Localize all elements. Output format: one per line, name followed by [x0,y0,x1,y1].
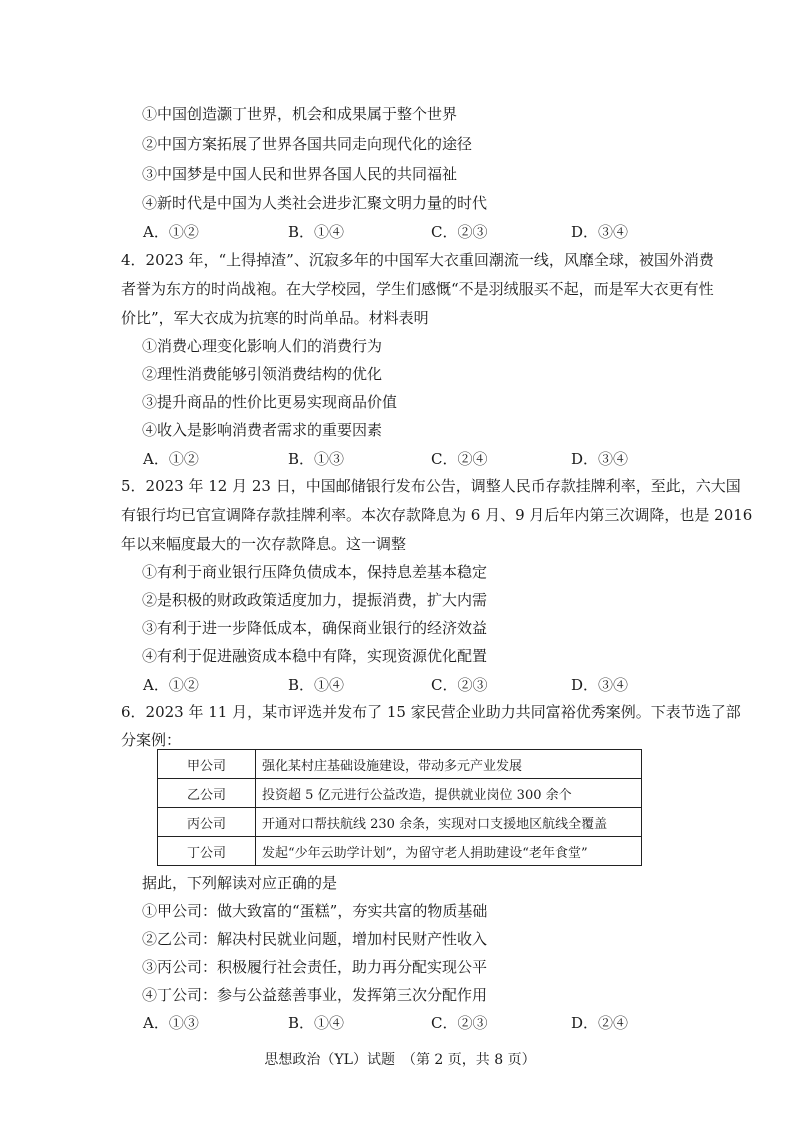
q6-stem-line-2: 分案例： [121,731,182,749]
q3-option-d: D．③④ [571,223,629,241]
q6-option-b: B．①④ [288,1014,345,1032]
q6-item-3: ③丙公司：积极履行社会责任，助力再分配实现公平 [142,958,488,976]
q4-stem-line-2: 者誉为东方的时尚战袍。在大学校园，学生们感慨“不是羽绒服买不起，而是军大衣更有性 [121,280,714,298]
table-cell-company: 乙公司 [158,779,256,808]
q3-item-2: ②中国方案拓展了世界各国共同走向现代化的途径 [142,135,473,153]
q3-item-1: ①中国创造灏丁世界，机会和成果属于整个世界 [142,105,458,123]
q5-option-b: B．①④ [288,676,345,694]
table-cell-description: 发起“少年云助学计划”，为留守老人捐助建设“老年食堂” [256,837,642,866]
table-row [158,837,642,866]
q3-option-b: B．①④ [288,223,345,241]
q5-stem-line-1: 5．2023 年 12 月 23 日，中国邮储银行发布公告，调整人民币存款挂牌利率，至此，六大国 [121,477,741,495]
q4-stem-line-1: 4．2023 年，“上得掉渣”、沉寂多年的中国军大衣重回潮流一线，风靡全球，被国外消费 [121,251,714,269]
table-cell-company: 丙公司 [158,808,256,837]
table-cell-company: 丁公司 [158,837,256,866]
q5-stem-line-3: 年以来幅度最大的一次存款降息。这一调整 [121,535,407,553]
q5-item-4: ④有利于促进融资成本稳中有降，实现资源优化配置 [142,647,488,665]
q6-stem-line-1: 6．2023 年 11 月，某市评选并发布了 15 家民营企业助力共同富裕优秀案例。下表节选了部 [121,703,741,721]
q6-option-a: A．①③ [143,1014,199,1032]
q5-option-c: C．②③ [431,676,488,694]
q6-item-1: ①甲公司：做大致富的“蛋糕”，夯实共富的物质基础 [142,902,488,920]
q4-item-1: ①消费心理变化影响人们的消费行为 [142,337,383,355]
table-cell-company: 甲公司 [158,750,256,779]
q4-stem-line-3: 价比”，军大衣成为抗寒的时尚单品。材料表明 [121,309,429,327]
q3-item-4: ④新时代是中国为人类社会进步汇聚文明力量的时代 [142,194,488,212]
table-cell-description: 投资超 5 亿元进行公益改造，提供就业岗位 300 余个 [256,779,642,808]
q5-item-1: ①有利于商业银行压降负债成本，保持息差基本稳定 [142,563,488,581]
q5-stem-line-2: 有银行均已官宣调降存款挂牌利率。本次存款降息为 6 月、9 月后年内第三次调降，也是 2016 [121,506,753,524]
table-row [158,808,642,837]
page-footer: 思想政治（YL）试题 （第 2 页，共 8 页） [264,1052,536,1068]
q3-option-c: C．②③ [431,223,488,241]
q4-option-d: D．③④ [571,450,629,468]
q4-item-4: ④收入是影响消费者需求的重要因素 [142,421,383,439]
table-cell-description: 强化某村庄基础设施建设，带动多元产业发展 [256,750,642,779]
q4-option-c: C．②④ [431,450,488,468]
q4-item-3: ③提升商品的性价比更易实现商品价值 [142,393,398,411]
q6-item-4: ④丁公司：参与公益慈善事业，发挥第三次分配作用 [142,986,488,1004]
q6-option-c: C．②③ [431,1014,488,1032]
q4-item-2: ②理性消费能够引领消费结构的优化 [142,365,383,383]
q6-case-table [157,749,642,866]
table-row [158,750,642,779]
q5-item-2: ②是积极的财政政策适度加力，提振消费，扩大内需 [142,591,488,609]
q5-item-3: ③有利于进一步降低成本，确保商业银行的经济效益 [142,619,488,637]
q3-item-3: ③中国梦是中国人民和世界各国人民的共同福祉 [142,165,458,183]
q6-item-2: ②乙公司：解决村民就业问题，增加村民财产性收入 [142,930,488,948]
table-cell-description: 开通对口帮扶航线 230 余条，实现对口支援地区航线全覆盖 [256,808,642,837]
q3-option-a: A．①② [143,223,199,241]
q6-option-d: D．②④ [571,1014,629,1032]
q6-lead: 据此，下列解读对应正确的是 [142,874,338,892]
table-row [158,779,642,808]
q4-option-b: B．①③ [288,450,345,468]
q4-option-a: A．①② [143,450,199,468]
q5-option-d: D．③④ [571,676,629,694]
q5-option-a: A．①② [143,676,199,694]
